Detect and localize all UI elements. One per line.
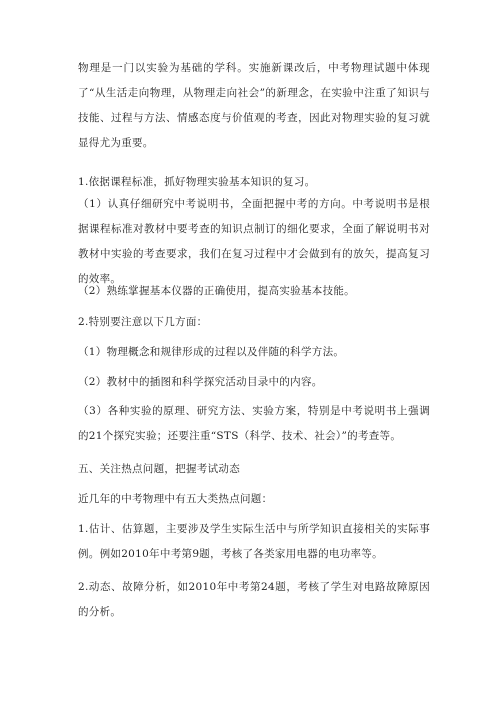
section-2-heading: 2.特别要注意以下几方面： xyxy=(78,316,208,328)
item-2-1-paragraph: （1）物理概念和规律形成的过程以及伴随的科学方法。 xyxy=(78,346,345,358)
item-1-1-paragraph: （1）认真仔细研究中考说明书，全面把握中考的方向。中考说明书是根据课程标准对教材中要考查的知识点制订的细化要求，全面了解说明书对教材中实验的考查要求，我们在复习过程中才会做到有的放矢，提高复习的效率。 xyxy=(78,198,430,285)
intro-paragraph: 物理是一门以实验为基础的学科。实施新课改后，中考物理试题中体现了“从生活走向物理，从物理走向社会”的新理念，在实验中注重了知识与技能、过程与方法、情感态度与价值观的考查，因此对物理实验的复习就显得尤为重要。 xyxy=(78,62,430,149)
section-1-heading: 1.依据课程标准，抓好物理实验基本知识的复习。 xyxy=(78,176,316,188)
item-2-3-paragraph: （3）各种实验的原理、研究方法、实验方案，特别是中考说明书上强调的21个探究实验；还要注重“STS（科学、技术、社会）”的考查等。 xyxy=(78,405,430,442)
hot-topics-intro: 近几年的中考物理中有五大类热点问题： xyxy=(78,493,273,505)
hot-topic-2-paragraph: 2.动态、故障分析，如2010年中考第24题，考核了学生对电路故障原因的分析。 xyxy=(78,581,430,618)
item-2-2-paragraph: （2）教材中的插图和科学探究活动目录中的内容。 xyxy=(78,376,323,388)
section-5-heading: 五、关注热点问题，把握考试动态 xyxy=(78,463,240,475)
hot-topic-1-paragraph: 1.估计、估算题，主要涉及学生实际生活中与所学知识直接相关的实际事例。例如2010年中考第9题，考核了各类家用电器的电功率等。 xyxy=(78,523,430,560)
item-1-2-paragraph: （2）熟练掌握基本仪器的正确使用，提高实验基本技能。 xyxy=(78,285,355,297)
